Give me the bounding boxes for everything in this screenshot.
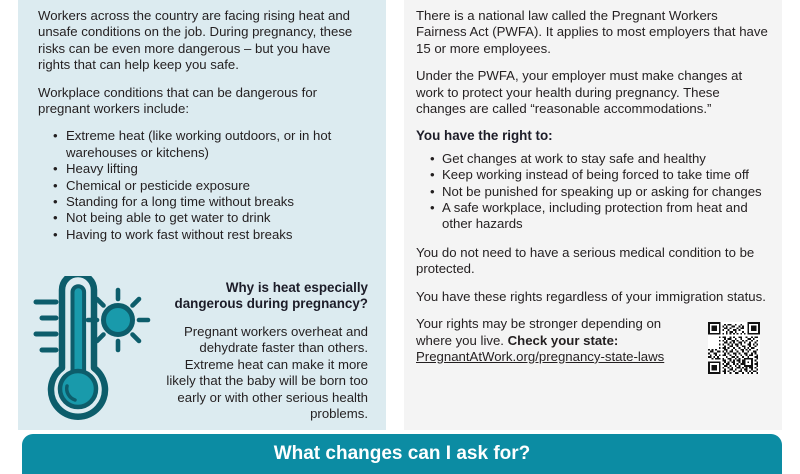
heat-callout-paragraph: Pregnant workers overheat and dehydrate faster than others. Extreme heat can make it more likely that the baby will be born too early or with other serious health problems. — [166, 324, 368, 422]
rights-heading: You have the right to: — [416, 128, 553, 144]
list-item: • A safe workplace, including protection from heat and other hazards — [442, 200, 768, 233]
list-item: • Extreme heat (like working outdoors, or in hot warehouses or kitchens) — [66, 128, 366, 161]
list-item: • Heavy lifting — [66, 161, 366, 177]
accommodations-paragraph: Under the PWFA, your employer must make changes at work to protect your health during pregnancy. These changes are called “reasonable accommodations.” — [416, 68, 743, 117]
heat-callout-text — [158, 280, 368, 422]
state-laws-link[interactable]: PregnantAtWork.org/pregnancy-state-laws — [416, 348, 665, 364]
heat-danger-callout — [18, 272, 386, 430]
heat-callout-heading: Why is heat especially dangerous during pregnancy? — [174, 280, 368, 311]
state-laws-lead: Your rights may be stronger depending on where you live. — [416, 316, 662, 348]
medical-condition-paragraph: You do not need to have a serious medical condition to be protected. — [416, 244, 755, 277]
right-info-panel — [404, 0, 782, 430]
bottom-banner-title: What changes can I ask for? — [273, 443, 531, 464]
check-your-state-label: Check your state: — [507, 332, 619, 348]
list-item: • Get changes at work to stay safe and healthy — [442, 151, 768, 167]
dangerous-conditions-list — [38, 128, 366, 243]
qr-code[interactable] — [708, 322, 760, 374]
list-item: • Keep working instead of being forced to take time off — [442, 167, 768, 183]
list-item: • Standing for a long time without breaks — [66, 194, 366, 210]
conditions-lead-paragraph: Workplace conditions that can be dangerous for pregnant workers include: — [38, 84, 318, 117]
intro-paragraph: Workers across the country are facing rising heat and unsafe conditions on the job. During pregnancy, these risks can be even more dangerous – but you have rights that can help keep you safe. — [38, 8, 353, 73]
thermometer-sun-icon — [26, 276, 154, 426]
pwfa-paragraph: There is a national law called the Pregnant Workers Fairness Act (PWFA). It applies to most employers that have 15 or more employees. — [416, 8, 768, 56]
rights-list — [416, 151, 768, 233]
list-item: • Not being able to get water to drink — [66, 210, 366, 226]
state-laws-row — [416, 316, 768, 365]
list-item: • Chemical or pesticide exposure — [66, 178, 366, 194]
bottom-section-banner — [22, 434, 782, 474]
list-item: • Having to work fast without rest breaks — [66, 227, 366, 243]
immigration-status-paragraph: You have these rights regardless of your immigration status. — [416, 288, 766, 304]
state-laws-text — [416, 316, 698, 365]
list-item: • Not be punished for speaking up or asking for changes — [442, 184, 768, 200]
